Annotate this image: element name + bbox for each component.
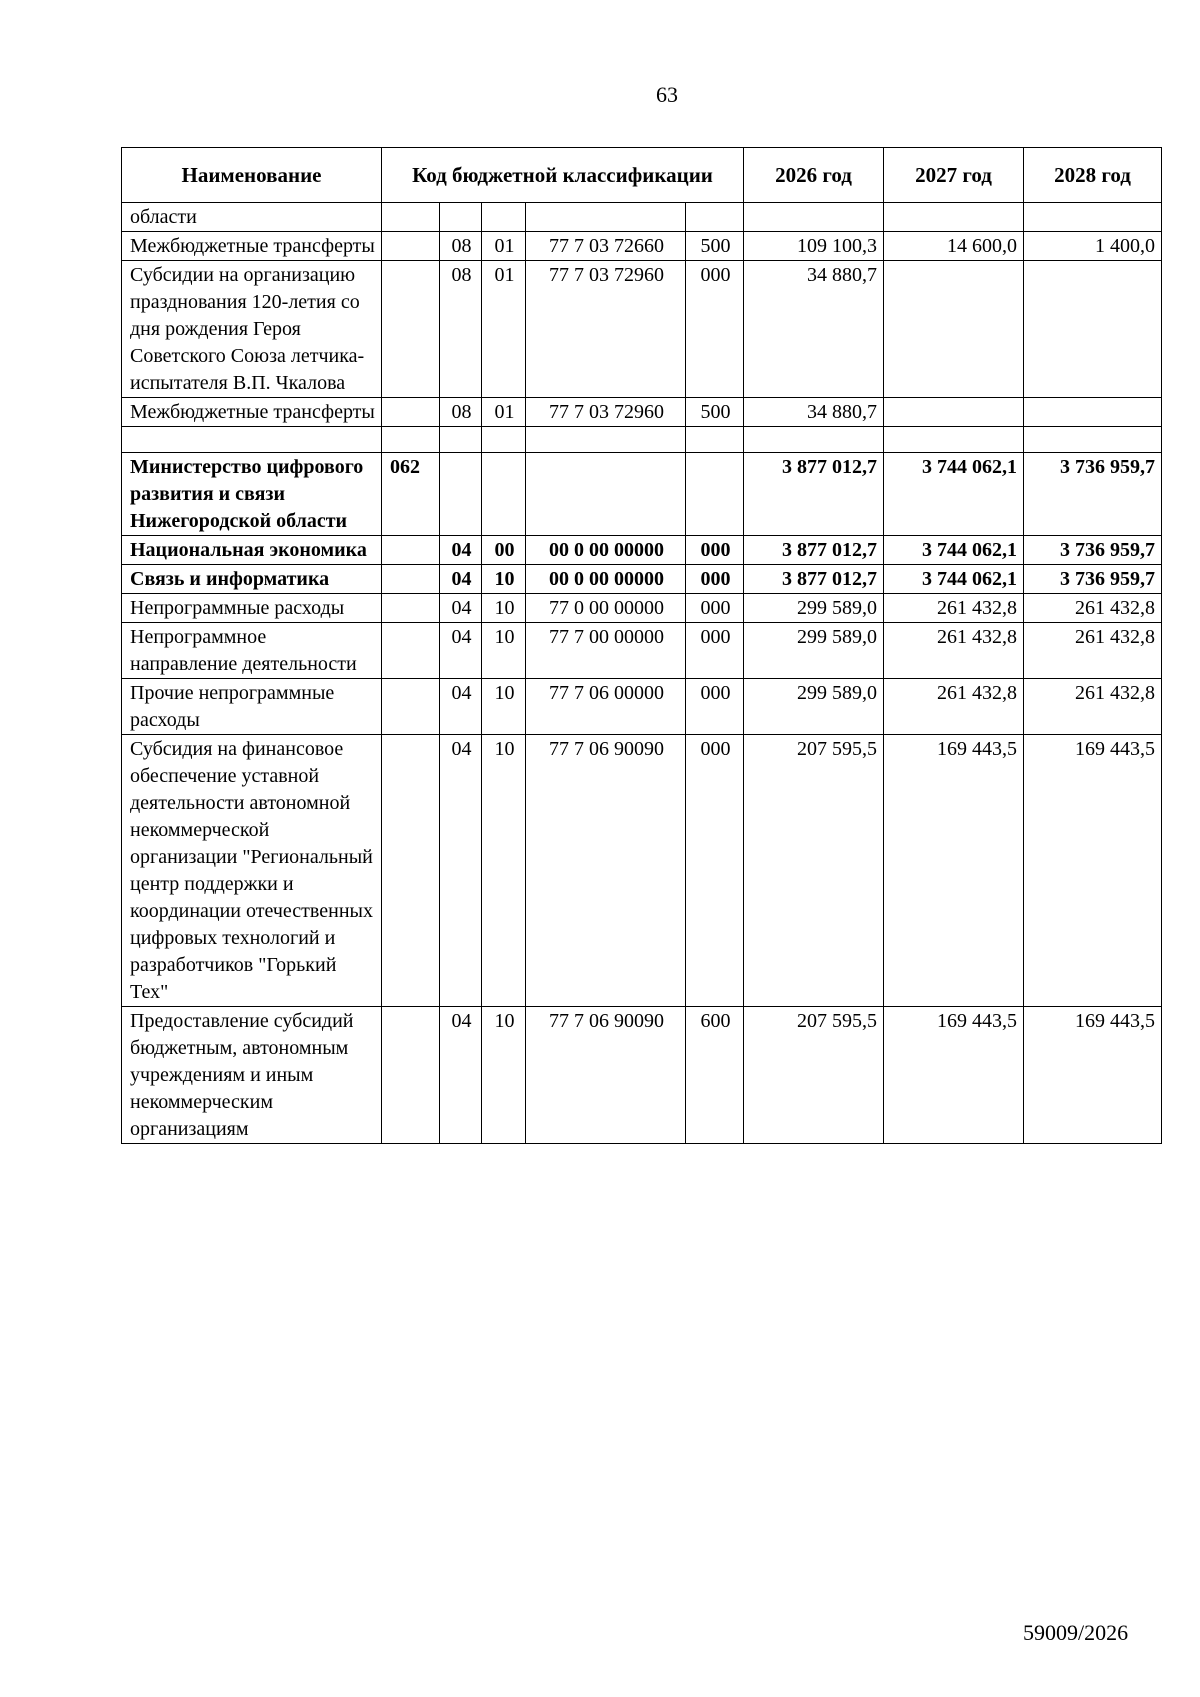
row-2027: 3 744 062,1 <box>884 453 1024 536</box>
row-csr: 77 7 06 00000 <box>526 679 686 735</box>
row-rz: 04 <box>440 1007 482 1144</box>
row-rz: 04 <box>440 679 482 735</box>
row-2027: 261 432,8 <box>884 679 1024 735</box>
header-2027: 2027 год <box>884 148 1024 203</box>
table-row <box>122 232 1162 261</box>
row-csr: 00 0 00 00000 <box>526 536 686 565</box>
header-name: Наименование <box>122 148 382 203</box>
row-rz: 08 <box>440 261 482 398</box>
row-2028: 169 443,5 <box>1024 735 1162 1007</box>
header-code: Код бюджетной классификации <box>382 148 744 203</box>
row-pr: 10 <box>482 565 526 594</box>
row-2028: 261 432,8 <box>1024 623 1162 679</box>
row-rz: 04 <box>440 623 482 679</box>
row-2028 <box>1024 398 1162 427</box>
row-pr: 10 <box>482 594 526 623</box>
row-ved <box>382 565 440 594</box>
row-name: области <box>122 203 382 232</box>
row-ved <box>382 735 440 1007</box>
row-ved <box>382 679 440 735</box>
row-name: Межбюджетные трансферты <box>122 398 382 427</box>
row-2026: 207 595,5 <box>744 1007 884 1144</box>
row-2027: 169 443,5 <box>884 1007 1024 1144</box>
table-row <box>122 398 1162 427</box>
page-number: 63 <box>656 82 678 107</box>
row-vr <box>686 453 744 536</box>
row-ved <box>382 536 440 565</box>
row-2028: 261 432,8 <box>1024 594 1162 623</box>
row-name: Субсидия на финансовое обеспечение уставной деятельности автономной некоммерческой организации "Региональный центр поддержки и координации отечественных цифровых технологий и разработчиков "Горький Тех" <box>122 735 382 1007</box>
row-csr: 77 7 03 72660 <box>526 232 686 261</box>
table-row <box>122 536 1162 565</box>
row-csr: 77 0 00 00000 <box>526 594 686 623</box>
row-csr: 77 7 06 90090 <box>526 735 686 1007</box>
row-pr: 01 <box>482 261 526 398</box>
row-2026: 34 880,7 <box>744 261 884 398</box>
row-pr: 10 <box>482 623 526 679</box>
row-name: Межбюджетные трансферты <box>122 232 382 261</box>
row-2026: 207 595,5 <box>744 735 884 1007</box>
header-row <box>122 148 1162 203</box>
row-rz: 04 <box>440 735 482 1007</box>
row-2027 <box>884 261 1024 398</box>
row-2026: 3 877 012,7 <box>744 453 884 536</box>
row-name: Непрограммное направление деятельности <box>122 623 382 679</box>
table-row <box>122 203 1162 232</box>
table-row <box>122 735 1162 1007</box>
table-row <box>122 453 1162 536</box>
row-vr: 000 <box>686 679 744 735</box>
row-vr: 000 <box>686 594 744 623</box>
row-2027: 3 744 062,1 <box>884 565 1024 594</box>
row-name: Предоставление субсидий бюджетным, автономным учреждениям и иным некоммерческим организациям <box>122 1007 382 1144</box>
row-2027: 3 744 062,1 <box>884 536 1024 565</box>
table-row <box>122 1007 1162 1144</box>
row-ved <box>382 261 440 398</box>
document-number: 59009/2026 <box>1023 1620 1129 1645</box>
row-ved <box>382 398 440 427</box>
row-2026: 299 589,0 <box>744 594 884 623</box>
budget-table <box>121 147 1162 1144</box>
row-rz: 04 <box>440 594 482 623</box>
row-ved <box>382 594 440 623</box>
row-2027: 169 443,5 <box>884 735 1024 1007</box>
row-2028: 169 443,5 <box>1024 1007 1162 1144</box>
row-2026: 109 100,3 <box>744 232 884 261</box>
row-vr: 000 <box>686 623 744 679</box>
row-vr: 500 <box>686 398 744 427</box>
row-pr: 10 <box>482 735 526 1007</box>
row-pr <box>482 453 526 536</box>
row-vr: 600 <box>686 1007 744 1144</box>
table-row <box>122 565 1162 594</box>
row-2026: 3 877 012,7 <box>744 536 884 565</box>
row-vr: 000 <box>686 735 744 1007</box>
row-name: Прочие непрограммные расходы <box>122 679 382 735</box>
row-ved <box>382 232 440 261</box>
row-ved <box>382 1007 440 1144</box>
row-2027 <box>884 398 1024 427</box>
row-pr: 01 <box>482 232 526 261</box>
row-2028: 3 736 959,7 <box>1024 453 1162 536</box>
row-pr: 01 <box>482 398 526 427</box>
table-row <box>122 261 1162 398</box>
empty-row <box>122 427 1162 453</box>
row-rz: 08 <box>440 232 482 261</box>
table-row <box>122 594 1162 623</box>
row-2026: 299 589,0 <box>744 679 884 735</box>
row-name: Министерство цифрового развития и связи Нижегородской области <box>122 453 382 536</box>
row-pr: 10 <box>482 1007 526 1144</box>
header-2028: 2028 год <box>1024 148 1162 203</box>
row-rz <box>440 453 482 536</box>
row-2026: 299 589,0 <box>744 623 884 679</box>
row-pr: 00 <box>482 536 526 565</box>
row-name: Непрограммные расходы <box>122 594 382 623</box>
row-csr: 77 7 06 90090 <box>526 1007 686 1144</box>
row-ved: 062 <box>382 453 440 536</box>
row-ved <box>382 623 440 679</box>
row-2026: 3 877 012,7 <box>744 565 884 594</box>
row-rz: 08 <box>440 398 482 427</box>
row-name: Субсидии на организацию празднования 120-летия со дня рождения Героя Советского Союза летчика-испытателя В.П. Чкалова <box>122 261 382 398</box>
row-2028: 3 736 959,7 <box>1024 536 1162 565</box>
row-2028 <box>1024 261 1162 398</box>
table-row <box>122 623 1162 679</box>
row-2027: 14 600,0 <box>884 232 1024 261</box>
row-csr: 77 7 03 72960 <box>526 398 686 427</box>
header-2026: 2026 год <box>744 148 884 203</box>
row-2027: 261 432,8 <box>884 594 1024 623</box>
row-csr: 77 7 00 00000 <box>526 623 686 679</box>
row-vr: 000 <box>686 536 744 565</box>
row-vr: 000 <box>686 261 744 398</box>
row-2026: 34 880,7 <box>744 398 884 427</box>
row-csr <box>526 453 686 536</box>
row-2028: 261 432,8 <box>1024 679 1162 735</box>
row-2027: 261 432,8 <box>884 623 1024 679</box>
row-2028: 1 400,0 <box>1024 232 1162 261</box>
row-vr: 500 <box>686 232 744 261</box>
row-rz: 04 <box>440 565 482 594</box>
row-name: Связь и информатика <box>122 565 382 594</box>
row-2028: 3 736 959,7 <box>1024 565 1162 594</box>
row-name: Национальная экономика <box>122 536 382 565</box>
row-rz: 04 <box>440 536 482 565</box>
row-csr: 77 7 03 72960 <box>526 261 686 398</box>
row-csr: 00 0 00 00000 <box>526 565 686 594</box>
row-vr: 000 <box>686 565 744 594</box>
table-row <box>122 679 1162 735</box>
row-pr: 10 <box>482 679 526 735</box>
